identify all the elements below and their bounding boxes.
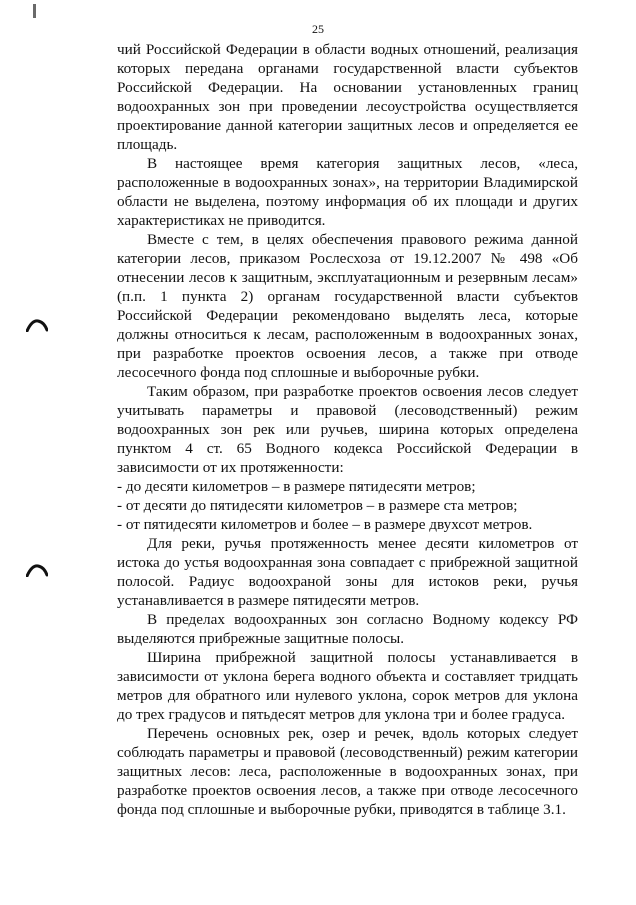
- protection-zone-width-list: [117, 477, 578, 534]
- paragraph: В настоящее время категория защитных лесов, «леса, расположенные в водоохранных зонах», на территории Владимирской области не выделена, поэтому информация об их площади и других характеристиках не приводится.: [117, 155, 578, 229]
- paragraph: В пределах водоохранных зон согласно Водному кодексу РФ выделяются прибрежные защитные полосы.: [117, 611, 578, 647]
- paragraph: Ширина прибрежной защитной полосы устанавливается в зависимости от уклона берега водного объекта и составляет тридцать метров для обратного или нулевого уклона, сорок метров для уклона до трех градусов и пятьдесят метров для уклона три и более градуса.: [117, 649, 578, 723]
- paragraph: Для реки, ручья протяженность менее десяти километров от истока до устья водоохранная зона совпадает с прибрежной защитной полосой. Радиус водоохраной зоны для истоков реки, ручья устанавливается в размере пятидесяти метров.: [117, 535, 578, 609]
- binding-hole-mark: [26, 318, 48, 332]
- paragraph: чий Российской Федерации в области водных отношений, реализация которых передана органами государственной власти субъектов Российской Федерации. На основании установленных границ водоохранных зон при проведении лесоустройства осуществляется проектирование данной категории защитных лесов и определяется ее площадь.: [117, 41, 578, 153]
- scan-corner-mark: [33, 4, 36, 18]
- page-number: 25: [312, 22, 324, 36]
- paragraph: Вместе с тем, в целях обеспечения правового режима данной категории лесов, приказом Рослесхоза от 19.12.2007 № 498 «Об отнесении лесов к защитным, эксплуатационным и резервным лесам» (п.п. 1 пункта 2) органам государственной власти субъектов Российской Федерации рекомендовано выделять леса, которые должны относиться к лесам, расположенным в водоохранных зонах, при разработке проектов освоения лесов, а также при отводе лесосечного фонда под сплошные и выборочные рубки.: [117, 231, 578, 381]
- list-item: - до десяти километров – в размере пятидесяти метров;: [117, 478, 476, 495]
- paragraph: Таким образом, при разработке проектов освоения лесов следует учитывать параметры и правовой (лесоводственный) режим водоохранных зон рек или ручьев, ширина которых определена пунктом 4 ст. 65 Водного кодекса Российской Федерации в зависимости от их протяженности:: [117, 383, 578, 476]
- document-body: [117, 40, 578, 819]
- list-item: - от десяти до пятидесяти километров – в размере ста метров;: [117, 497, 518, 514]
- binding-hole-mark: [26, 563, 48, 577]
- paragraph: Перечень основных рек, озер и речек, вдоль которых следует соблюдать параметры и правовой (лесоводственный) режим категории защитных лесов: леса, расположенные в водоохранных зонах, при разработке проектов освоения лесов, а также при отводе лесосечного фонда под сплошные и выборочные рубки, приводятся в таблице 3.1.: [117, 725, 578, 818]
- list-item: - от пятидесяти километров и более – в размере двухсот метров.: [117, 516, 533, 533]
